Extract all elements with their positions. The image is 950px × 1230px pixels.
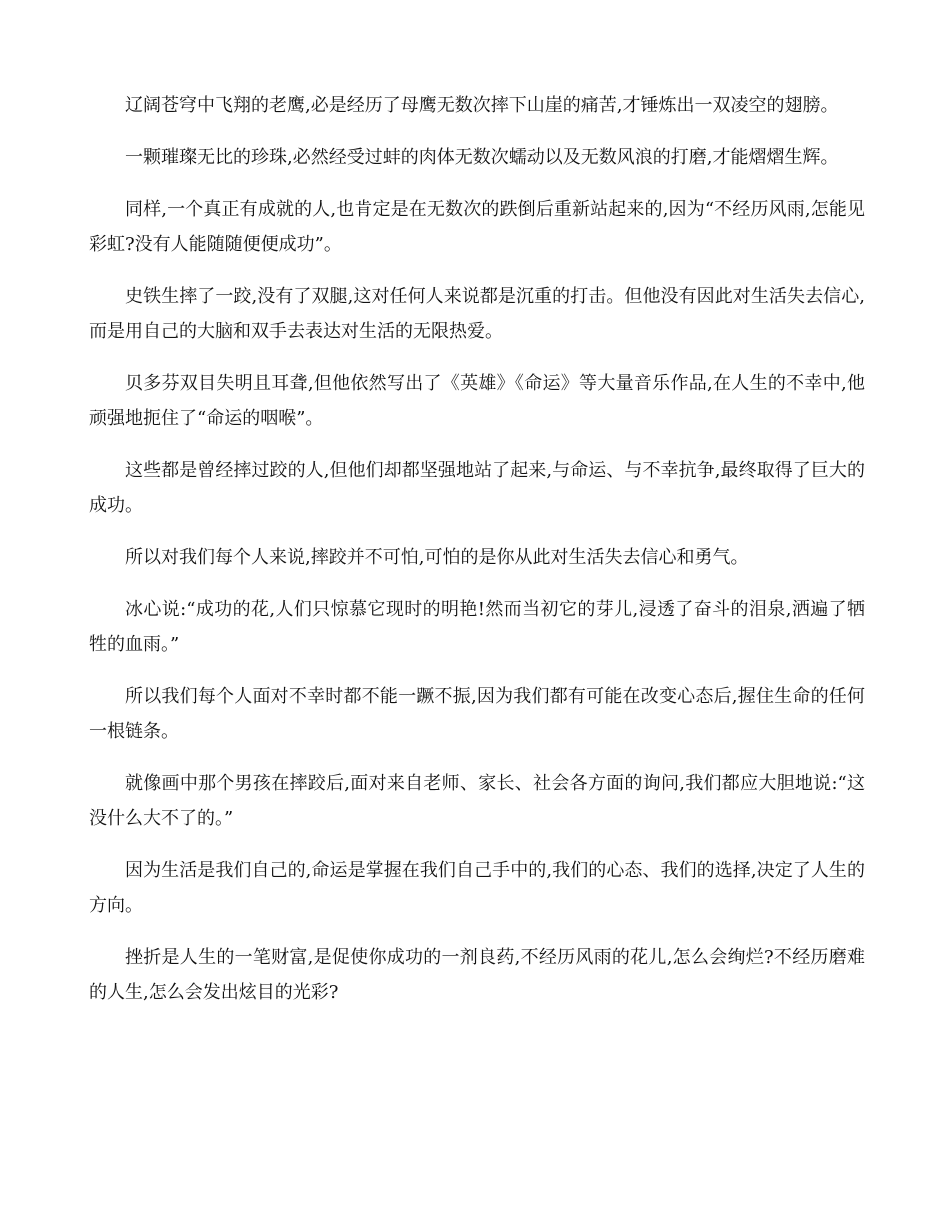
paragraph-12: 挫折是人生的一笔财富,是促使你成功的一剂良药,不经历风雨的花儿,怎么会绚烂?不经历磨难的人生,怎么会发出炫目的光彩? [89, 947, 865, 1003]
paragraph-2: 一颗璀璨无比的珍珠,必然经受过蚌的肉体无数次蠕动以及无数风浪的打磨,才能熠熠生辉。 [125, 147, 839, 168]
paragraph-5: 贝多芬双目失明且耳聋,但他依然写出了《英雄》《命运》等大量音乐作品,在人生的不幸中,他顽强地扼住了“命运的咽喉”。 [89, 373, 865, 429]
paragraph-9: 所以我们每个人面对不幸时都不能一蹶不振,因为我们都有可能在改变心态后,握住生命的任何一根链条。 [89, 686, 865, 742]
paragraph-4: 史铁生摔了一跤,没有了双腿,这对任何人来说都是沉重的打击。但他没有因此对生活失去信心,而是用自己的大脑和双手去表达对生活的无限热爱。 [89, 286, 865, 342]
paragraph-1: 辽阔苍穹中飞翔的老鹰,必是经历了母鹰无数次摔下山崖的痛苦,才锤炼出一双凌空的翅膀。 [125, 95, 839, 116]
paragraph-10: 就像画中那个男孩在摔跤后,面对来自老师、家长、社会各方面的询问,我们都应大胆地说:“这没什么大不了的。” [89, 773, 865, 829]
document-body [89, 88, 865, 1027]
paragraph-8: 冰心说:“成功的花,人们只惊慕它现时的明艳!然而当初它的芽儿,浸透了奋斗的泪泉,洒遍了牺牲的血雨。” [89, 599, 865, 655]
paragraph-7: 所以对我们每个人来说,摔跤并不可怕,可怕的是你从此对生活失去信心和勇气。 [125, 547, 749, 568]
paragraph-6: 这些都是曾经摔过跤的人,但他们却都坚强地站了起来,与命运、与不幸抗争,最终取得了巨大的成功。 [89, 460, 865, 516]
paragraph-3: 同样,一个真正有成就的人,也肯定是在无数次的跌倒后重新站起来的,因为“不经历风雨,怎能见彩虹?没有人能随随便便成功”。 [89, 199, 865, 255]
paragraph-11: 因为生活是我们自己的,命运是掌握在我们自己手中的,我们的心态、我们的选择,决定了人生的方向。 [89, 860, 865, 916]
